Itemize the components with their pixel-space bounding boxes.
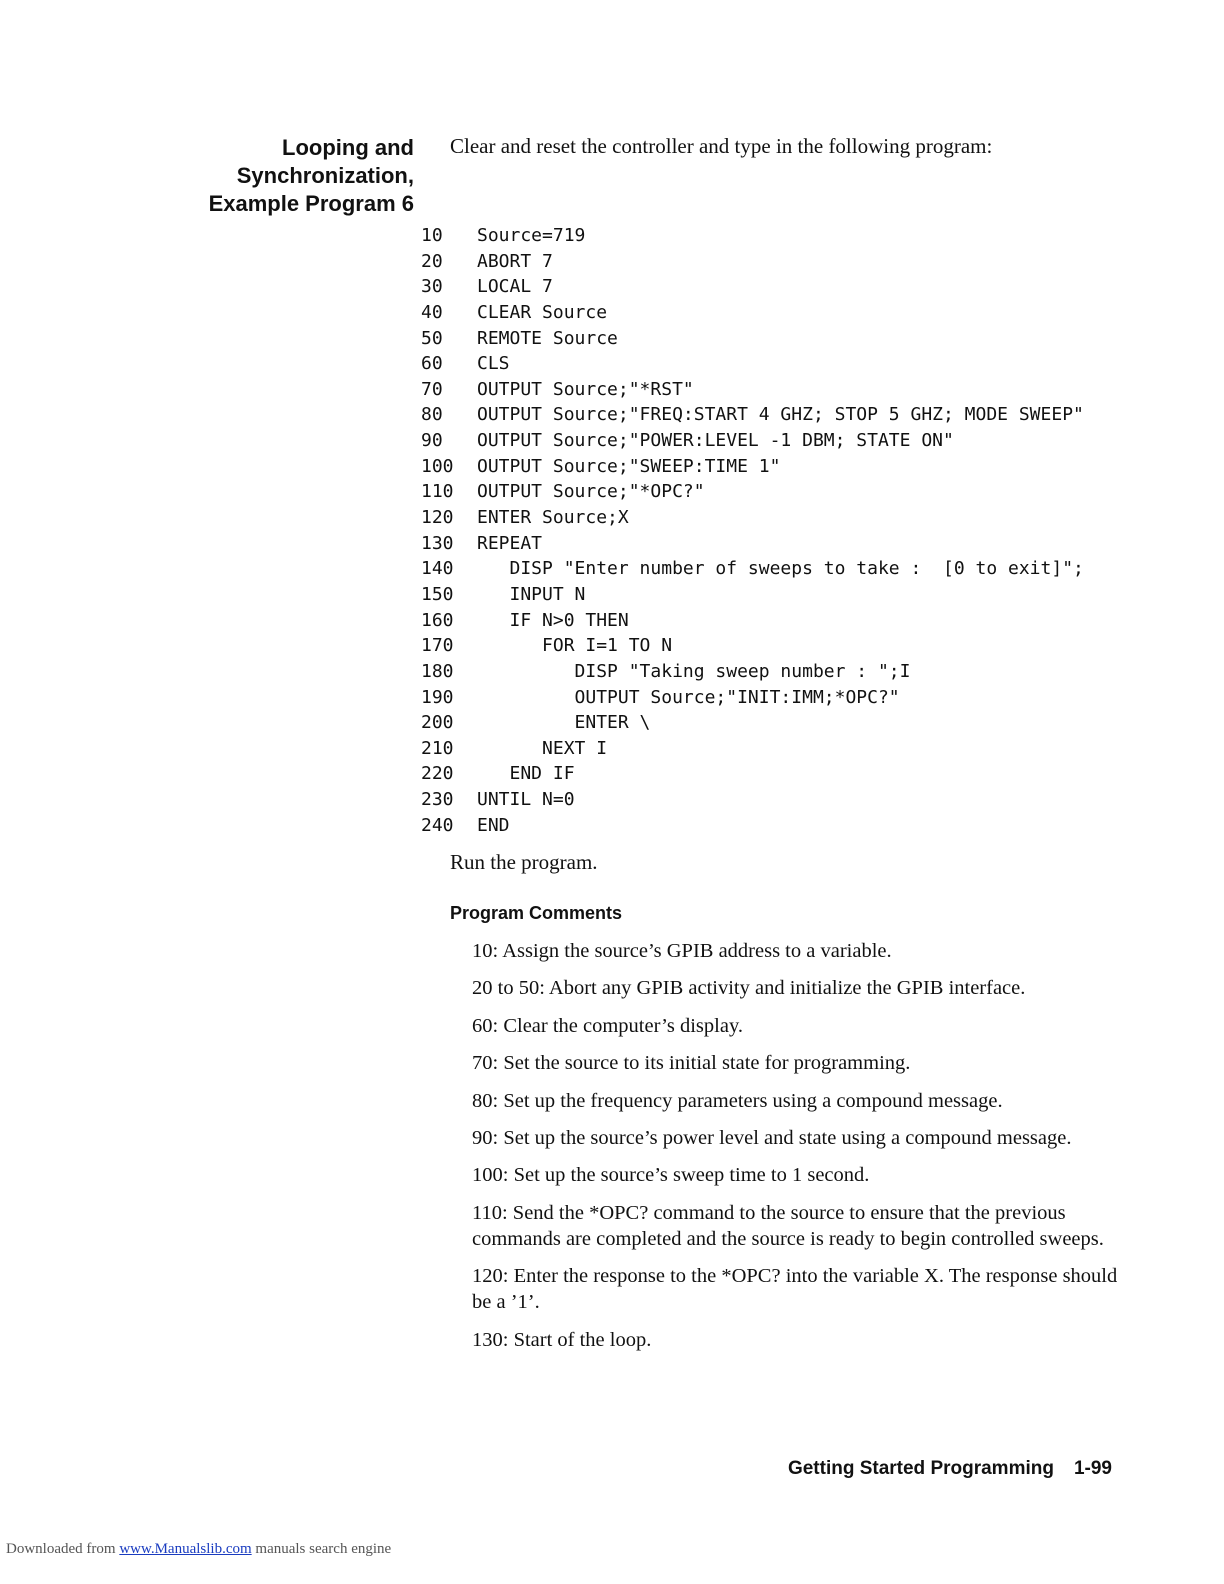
line-number: 190	[421, 686, 454, 708]
code-statement: Source=719	[477, 225, 586, 246]
line-number: 150	[421, 583, 454, 605]
code-statement: OUTPUT Source;"*RST"	[477, 378, 694, 400]
comment-item: 130: Start of the loop.	[472, 1328, 652, 1351]
code-statement: OUTPUT Source;"POWER:LEVEL -1 DBM; STATE ON"	[477, 430, 954, 452]
code-statement: LOCAL 7	[477, 276, 553, 298]
intro-text: Clear and reset the controller and type in the following program:	[450, 134, 993, 158]
line-number: 220	[421, 763, 454, 785]
section-heading-line: Synchronization,	[236, 163, 414, 188]
code-statement: INPUT N	[477, 583, 586, 605]
code-statement: OUTPUT Source;"*OPC?"	[477, 481, 705, 503]
comment-item: 20 to 50: Abort any GPIB activity and initialize the GPIB interface.	[472, 977, 1026, 1000]
code-statement: OUTPUT Source;"FREQ:START 4 GHZ; STOP 5 GHZ; MODE SWEEP"	[477, 404, 1084, 426]
line-number: 200	[421, 712, 454, 734]
section-heading-line: Looping and	[282, 135, 414, 160]
line-number: 130	[421, 532, 454, 554]
run-instruction: Run the program.	[450, 850, 598, 874]
line-number: 50	[421, 327, 443, 349]
line-number: 170	[421, 635, 454, 657]
download-note-prefix: Downloaded from	[6, 1541, 120, 1557]
comment-item: 90: Set up the source’s power level and state using a compound message.	[472, 1126, 1072, 1149]
comment-item: 10: Assign the source’s GPIB address to a variable.	[472, 940, 892, 962]
code-statement: CLS	[477, 353, 510, 375]
comment-item: 110: Send the *OPC? command to the source to ensure that the previous commands are completed and the source is ready to begin controlled sweeps.	[472, 1201, 1104, 1250]
code-statement: REPEAT	[477, 532, 543, 554]
line-number: 90	[421, 430, 443, 452]
page-footer	[700, 1458, 1112, 1480]
code-statement: NEXT I	[477, 737, 608, 759]
line-number: 140	[421, 558, 454, 580]
section-heading-line: Example Program 6	[208, 191, 414, 216]
comments-heading: Program Comments	[450, 903, 623, 923]
line-number: 120	[421, 507, 454, 529]
comment-item: 80: Set up the frequency parameters using a compound message.	[472, 1089, 1003, 1112]
line-number: 180	[421, 660, 454, 682]
code-statement: REMOTE Source	[477, 327, 618, 349]
line-number: 60	[421, 353, 443, 375]
footer-page-number: 1-99	[1073, 1458, 1112, 1479]
code-statement: ABORT 7	[477, 250, 553, 272]
program-comments-list	[472, 938, 1120, 1364]
line-number: 210	[421, 737, 454, 759]
line-number: 100	[421, 455, 454, 477]
code-statement: DISP "Taking sweep number : ";I	[477, 660, 911, 682]
code-statement: FOR I=1 TO N	[477, 635, 673, 657]
footer-chapter-title: Getting Started Programming	[787, 1458, 1054, 1479]
manualslib-link[interactable]: www.Manualslib.com	[119, 1541, 252, 1557]
line-number: 40	[421, 301, 443, 323]
line-number: 70	[421, 378, 443, 400]
download-note-suffix: manuals search engine	[251, 1541, 392, 1557]
comment-item: 100: Set up the source’s sweep time to 1 second.	[472, 1164, 870, 1187]
line-number: 80	[421, 404, 443, 426]
section-heading	[150, 134, 414, 218]
code-statement: DISP "Enter number of sweeps to take : [0 to exit]";	[477, 558, 1084, 580]
line-number: 160	[421, 609, 454, 631]
code-statement: OUTPUT Source;"SWEEP:TIME 1"	[477, 455, 781, 477]
line-number: 10	[421, 225, 443, 246]
code-statement: END IF	[477, 763, 575, 785]
code-statement: END	[477, 814, 510, 836]
code-statement: UNTIL N=0	[477, 789, 575, 811]
comment-item: 70: Set the source to its initial state for programming.	[472, 1052, 911, 1075]
line-number: 110	[421, 481, 454, 503]
line-number: 240	[421, 814, 454, 836]
code-statement: OUTPUT Source;"INIT:IMM;*OPC?"	[477, 686, 900, 708]
code-statement: ENTER Source;X	[477, 507, 629, 529]
download-note	[6, 1541, 391, 1558]
comment-item: 60: Clear the computer’s display.	[472, 1014, 743, 1037]
line-number: 30	[421, 276, 443, 298]
code-statement: ENTER \	[477, 712, 651, 734]
code-statement: IF N>0 THEN	[477, 609, 629, 631]
code-statement: CLEAR Source	[477, 301, 608, 323]
line-number: 20	[421, 250, 443, 272]
comment-item: 120: Enter the response to the *OPC? into the variable X. The response should be a ’1’.	[472, 1265, 1118, 1314]
line-number: 230	[421, 789, 454, 811]
